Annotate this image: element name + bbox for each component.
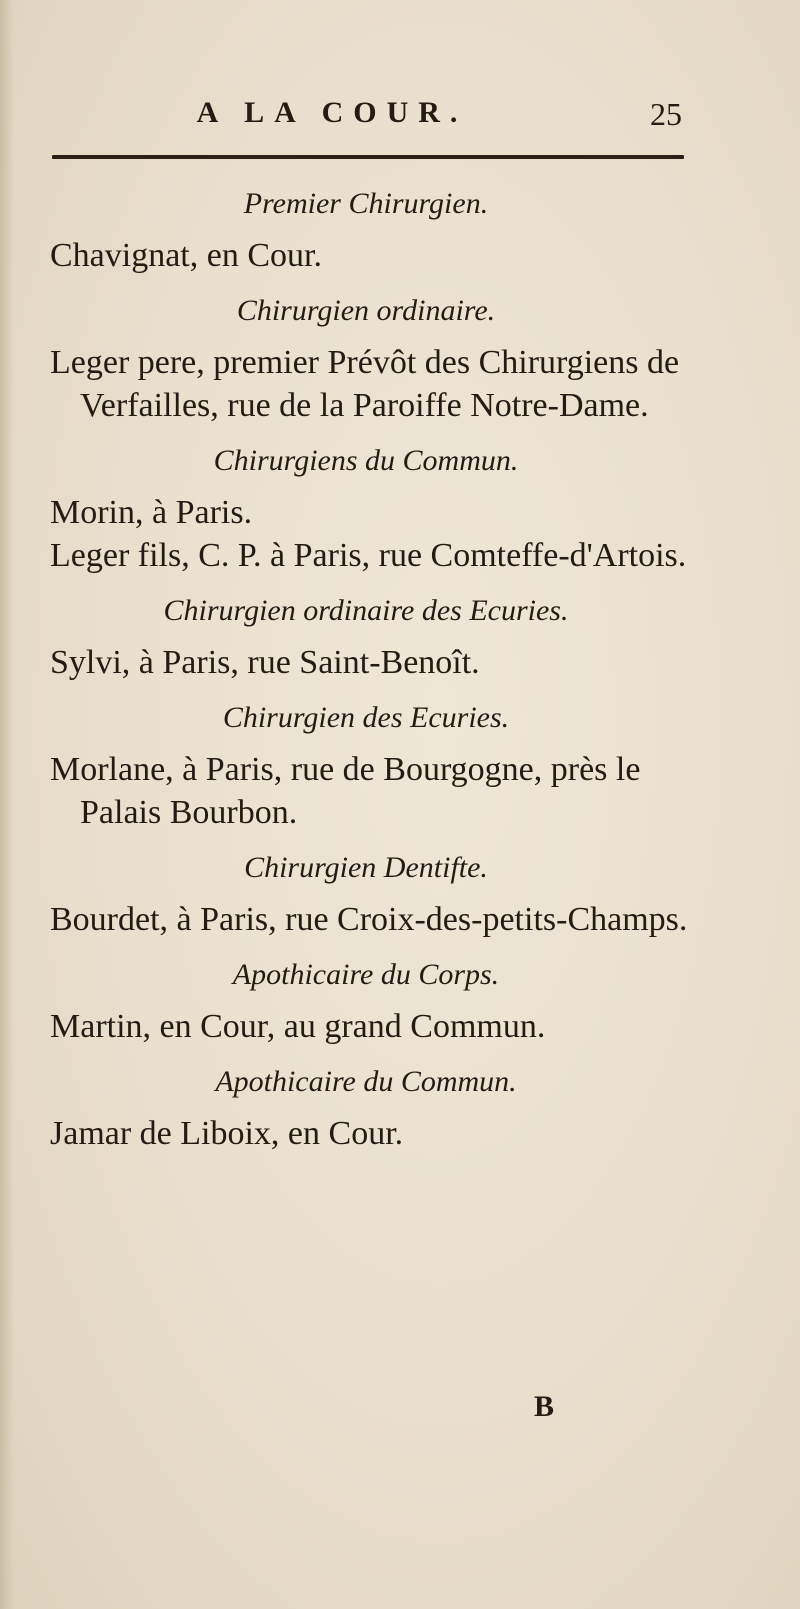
- entry: Martin, en Cour, au grand Commun.: [50, 1008, 546, 1045]
- entry: Leger fils, C. P. à Paris, rue Comteffe-d'Artois.: [50, 537, 687, 574]
- section-heading: Apothicaire du Commun.: [215, 1065, 517, 1098]
- signature-mark: B: [534, 1390, 555, 1423]
- entry: Leger pere, premier Prévôt des Chirurgiens de Verfailles, rue de la Paroiffe Notre-Dame.: [50, 344, 680, 424]
- section-heading: Chirurgien des Ecuries.: [222, 701, 510, 734]
- section: [36, 848, 696, 941]
- section-heading: Chirurgien ordinaire.: [236, 294, 496, 327]
- section: [36, 184, 696, 277]
- section: [36, 698, 696, 834]
- entry: Morlane, à Paris, rue de Bourgogne, près le Palais Bourbon.: [50, 751, 641, 831]
- header-rule: [52, 155, 684, 159]
- section: [36, 291, 696, 427]
- section-heading: Apothicaire du Corps.: [232, 958, 500, 991]
- section: [36, 955, 696, 1048]
- page-number: 25: [650, 96, 682, 132]
- section: [36, 1062, 696, 1155]
- page-edge-shadow: [0, 0, 14, 1609]
- section-heading: Chirurgiens du Commun.: [213, 444, 519, 477]
- section-heading: Chirurgien Dentifte.: [244, 851, 488, 884]
- entry: Chavignat, en Cour.: [50, 237, 322, 274]
- entry: Bourdet, à Paris, rue Croix-des-petits-Champs.: [50, 901, 688, 938]
- section-heading: Chirurgien ordinaire des Ecuries.: [163, 594, 569, 627]
- entry: Morin, à Paris.: [50, 494, 253, 531]
- section-heading: Premier Chirurgien.: [243, 187, 489, 220]
- running-head: A LA COUR.: [196, 96, 468, 129]
- section: [36, 441, 696, 577]
- section: [36, 591, 696, 684]
- entry: Sylvi, à Paris, rue Saint-Benoît.: [50, 644, 480, 681]
- entry: Jamar de Liboix, en Cour.: [50, 1115, 404, 1152]
- page-content: [36, 170, 696, 1165]
- page-header: [52, 96, 682, 136]
